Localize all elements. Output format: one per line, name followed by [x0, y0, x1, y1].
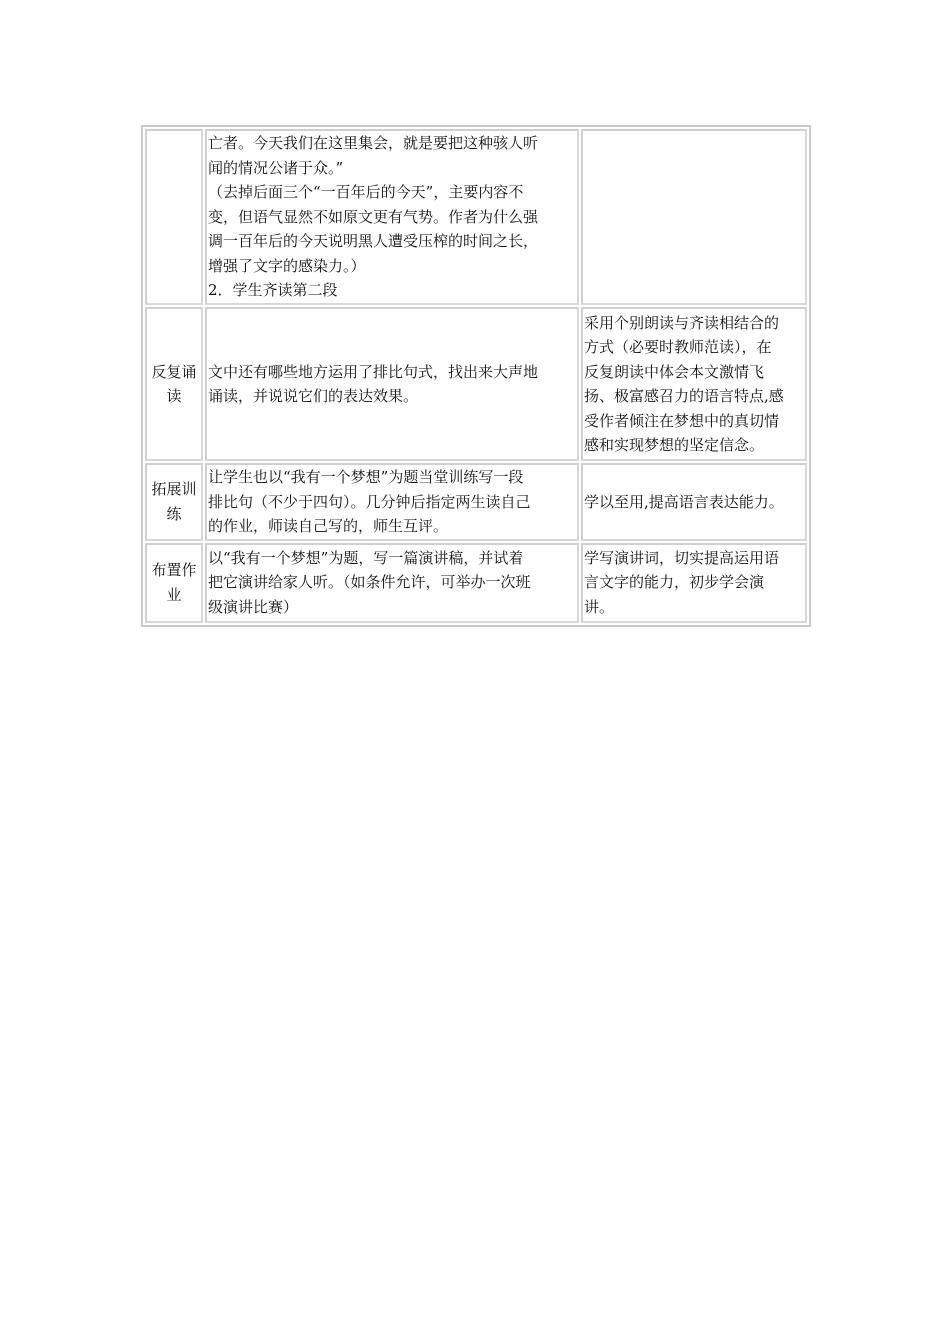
table-row: [145, 307, 807, 461]
content-line: 调一百年后的今天说明黑人遭受压榨的时间之长，: [208, 232, 539, 250]
content-line: 把它演讲给家人听。（如条件允许，可举办一次班: [208, 573, 531, 592]
step-label: 布置作业: [151, 561, 197, 604]
content-line: 级演讲比赛）: [208, 597, 299, 616]
content-line: 让学生也以“我有一个梦想”为题当堂训练写一段: [208, 468, 524, 486]
table-row: [145, 129, 807, 305]
content-line: 诵读，并说说它们的表达效果。: [208, 387, 419, 405]
table-row: [145, 463, 807, 541]
purpose-line: 学以至用,提高语言表达能力。: [584, 492, 784, 511]
content-line: 闻的情况公诸于众。”: [208, 158, 344, 177]
content-cell: [205, 129, 579, 305]
content-line: 增强了文字的感染力。）: [208, 256, 366, 275]
content-line: 文中还有哪些地方运用了排比句式，找出来大声地: [208, 362, 539, 381]
purpose-line: 采用个别朗读与齐读相结合的: [584, 313, 780, 332]
step-cell: [145, 129, 203, 305]
content-line: （去掉后面三个“一百年后的今天”，主要内容不: [208, 183, 524, 201]
content-line: 排比句（不少于四句）。几分钟后指定两生读自己: [208, 492, 531, 511]
purpose-line: 讲。: [584, 597, 615, 616]
content-line: 以“我有一个梦想”为题，写一篇演讲稿，并试着: [208, 548, 524, 567]
lesson-plan-table: [141, 125, 811, 627]
content-cell: [205, 463, 579, 541]
purpose-line: 言文字的能力，初步学会演: [584, 573, 765, 592]
content-line: 的作业，师读自己写的，师生互评。: [208, 517, 449, 535]
step-label: 反复诵读: [151, 362, 197, 405]
step-label: 拓展训练: [151, 480, 197, 523]
purpose-line: 学写演讲词，切实提高运用语: [584, 548, 780, 567]
content-line: 亡者。今天我们在这里集会，就是要把这种骇人听: [208, 134, 539, 152]
purpose-cell: [581, 463, 807, 541]
purpose-cell: [581, 543, 807, 623]
purpose-line: 反复朗读中体会本文激情飞: [584, 362, 765, 381]
content-cell: [205, 307, 579, 461]
purpose-line: 方式（必要时教师范读），在: [584, 338, 772, 356]
purpose-cell: [581, 129, 807, 305]
content-cell: [205, 543, 579, 623]
table-row: [145, 543, 807, 623]
step-cell: [145, 307, 203, 461]
step-cell: [145, 543, 203, 623]
purpose-line: 受作者倾注在梦想中的真切情: [584, 411, 780, 430]
content-line: 变，但语气显然不如原文更有气势。作者为什么强: [208, 207, 539, 226]
content-line: 2．学生齐读第二段: [208, 281, 338, 299]
purpose-line: 扬、极富感召力的语言特点,感: [584, 387, 784, 405]
step-cell: [145, 463, 203, 541]
purpose-cell: [581, 307, 807, 461]
purpose-line: 感和实现梦想的坚定信念。: [584, 436, 765, 454]
